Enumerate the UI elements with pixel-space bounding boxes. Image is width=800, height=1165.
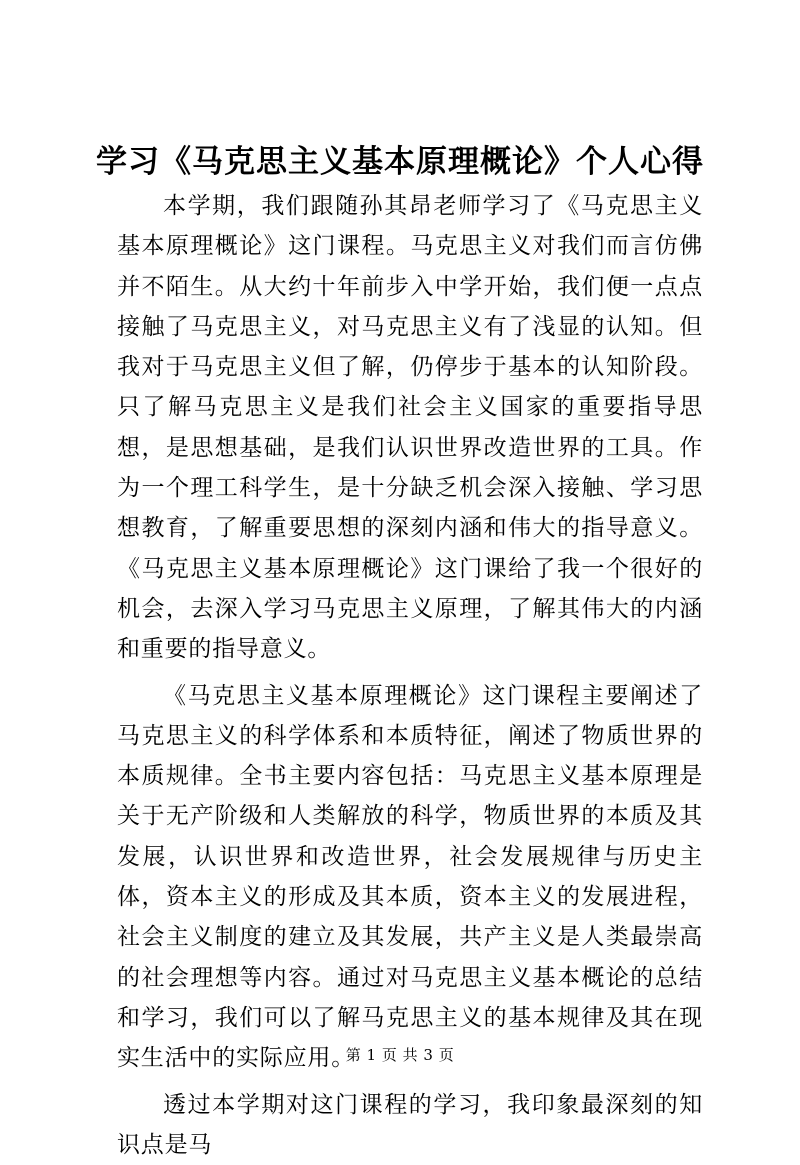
document-title: 学习《马克思主义基本原理概论》个人心得 bbox=[96, 144, 704, 180]
body-paragraph: 透过本学期对这门课程的学习，我印象最深刻的知识点是马 bbox=[117, 1091, 703, 1158]
body-paragraph: 《马克思主义基本原理概论》这门课程主要阐述了马克思主义的科学体系和本质特征，阐述了物质世界的本质规律。全书主要内容包括：马克思主义基本原理是关于无产阶级和人类解放的科学，物质世界的本质及其发展，认识世界和改造世界，社会发展规律与历史主体，资本主义的形成及其本质，资本主义的发展进程，社会主义制度的建立及其发展，共产主义是人类最崇高的社会理想等内容。通过对马克思主义基本概论的总结和学习，我们可以了解马克思主义的基本规律及其在现实生活中的实际应用。 bbox=[117, 682, 703, 1072]
body-paragraph: 本学期，我们跟随孙其昂老师学习了《马克思主义基本原理概论》这门课程。马克思主义对我们而言仿佛并不陌生。从大约十年前步入中学开始，我们便一点点接触了马克思主义，对马克思主义有了浅显的认知。但我对于马克思主义但了解，仍停步于基本的认知阶段。只了解马克思主义是我们社会主义国家的重要指导思想，是思想基础，是我们认识世界改造世界的工具。作为一个理工科学生，是十分缺乏机会深入接触、学习思想教育，了解重要思想的深刻内涵和伟大的指导意义。《马克思主义基本原理概论》这门课给了我一个很好的机会，去深入学习马克思主义原理，了解其伟大的内涵和重要的指导意义。 bbox=[117, 193, 703, 663]
document-body bbox=[117, 186, 703, 1165]
page-number-footer: 第 1 页 共 3 页 bbox=[345, 1046, 455, 1064]
